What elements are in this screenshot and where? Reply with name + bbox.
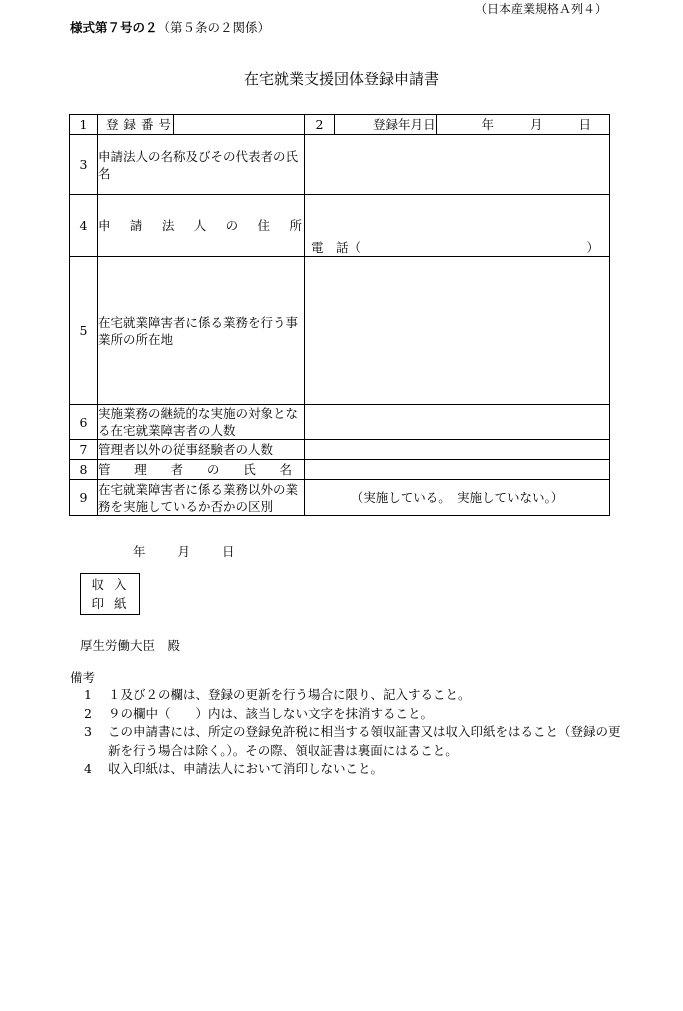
addressee: 厚生労働大臣 殿 bbox=[80, 638, 181, 653]
form-number-bold: 様式第７号の２ bbox=[70, 20, 158, 35]
table-row bbox=[70, 195, 610, 257]
office-location-field[interactable] bbox=[305, 257, 610, 405]
registration-number-label: 登 録 番 号 bbox=[98, 115, 174, 135]
registration-number-field[interactable] bbox=[174, 115, 305, 135]
stamp-line-2: 印紙 bbox=[91, 596, 137, 611]
row-number: 3 bbox=[70, 135, 98, 195]
experienced-staff-field[interactable] bbox=[305, 440, 610, 460]
target-count-label: 実施業務の継続的な実施の対象となる在宅就業障害者の人数 bbox=[98, 405, 305, 440]
row-number: 9 bbox=[70, 480, 98, 516]
registration-date-field[interactable]: 年 月 日 bbox=[437, 115, 610, 135]
application-form-table bbox=[69, 114, 610, 516]
office-location-label: 在宅就業障害者に係る業務を行う事業所の所在地 bbox=[98, 257, 305, 405]
applicant-name-field[interactable] bbox=[305, 135, 610, 195]
table-row bbox=[70, 460, 610, 480]
table-row bbox=[70, 480, 610, 516]
application-date: 年 月 日 bbox=[133, 544, 235, 559]
row-number: 1 bbox=[70, 115, 98, 135]
row-number: 6 bbox=[70, 405, 98, 440]
manager-name-field[interactable] bbox=[305, 460, 610, 480]
phone-close: ） bbox=[586, 240, 599, 255]
applicant-address-label: 申 請 法 人 の 住 所 bbox=[98, 195, 305, 257]
target-count-field[interactable] bbox=[305, 405, 610, 440]
row-number: 2 bbox=[305, 115, 335, 135]
table-row bbox=[70, 405, 610, 440]
table-row bbox=[70, 115, 610, 135]
row-number: 7 bbox=[70, 440, 98, 460]
list-item: 3 この申請書には、所定の登録免許税に相当する領収証書又は収入印紙をはること（登録の更新を行う場合は除く。）。その際、領収証書は裏面にはること。 bbox=[84, 724, 621, 758]
page-title: 在宅就業支援団体登録申請書 bbox=[243, 70, 439, 88]
applicant-name-label: 申請法人の名称及びその代表者の氏名 bbox=[98, 135, 305, 195]
row-number: 8 bbox=[70, 460, 98, 480]
experienced-staff-label: 管理者以外の従事経験者の人数 bbox=[98, 440, 305, 460]
form-number-article: （第５条の２関係） bbox=[157, 20, 271, 35]
notes-list bbox=[84, 686, 624, 779]
revenue-stamp-box bbox=[80, 573, 140, 615]
phone-label: 電 話（ bbox=[311, 240, 362, 255]
table-row bbox=[70, 135, 610, 195]
applicant-address-field[interactable] bbox=[305, 195, 610, 257]
list-item: 2 ９の欄中（ ）内は、該当しない文字を抹消すること。 bbox=[84, 705, 434, 721]
stamp-line-1: 収入 bbox=[91, 577, 137, 592]
row-number: 5 bbox=[70, 257, 98, 405]
row-number: 4 bbox=[70, 195, 98, 257]
standard-reference: （日本産業規格Ａ列４） bbox=[474, 2, 607, 16]
other-business-label: 在宅就業障害者に係る業務以外の業務を実施しているか否かの区別 bbox=[98, 480, 305, 516]
registration-date-label: 登 録 年 月 日 bbox=[335, 115, 437, 135]
table-row bbox=[70, 257, 610, 405]
table-row bbox=[70, 440, 610, 460]
other-business-choice[interactable]: （実施している。 実施していない。） bbox=[305, 480, 610, 516]
list-item: 4 収入印紙は、申請法人において消印しないこと。 bbox=[84, 761, 384, 776]
form-number bbox=[70, 18, 270, 36]
notes-heading: 備考 bbox=[70, 670, 96, 685]
list-item: 1 １及び２の欄は、登録の更新を行う場合に限り、記入すること。 bbox=[84, 687, 471, 702]
manager-name-label: 管 理 者 の 氏 名 bbox=[98, 460, 305, 480]
